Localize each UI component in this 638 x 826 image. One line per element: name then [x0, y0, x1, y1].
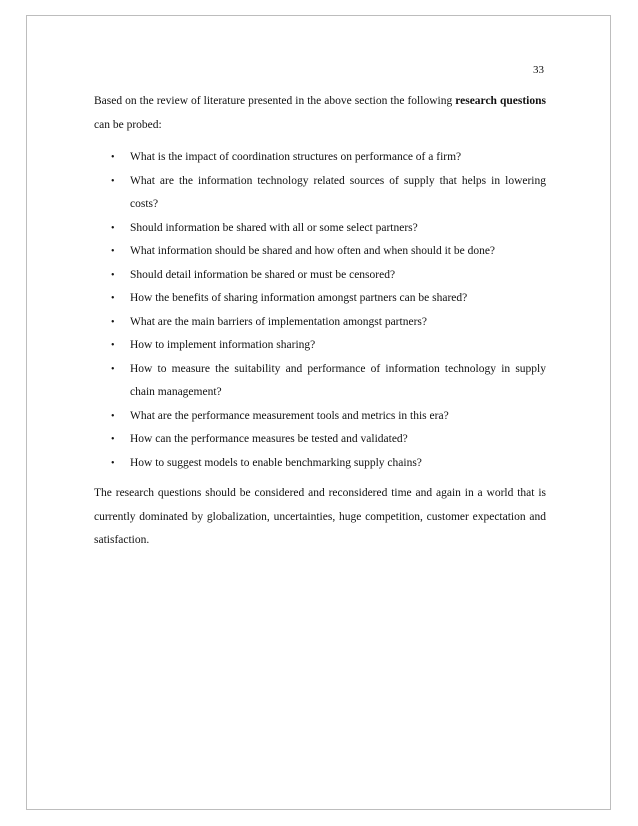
bullet-icon: • — [111, 175, 115, 187]
list-item — [111, 287, 546, 311]
page-content — [94, 90, 546, 553]
bullet-icon: • — [111, 434, 115, 445]
question-text: What information should be shared and how often and when should it be done? — [130, 245, 496, 257]
bullet-icon: • — [111, 246, 115, 257]
bullet-icon: • — [111, 152, 115, 163]
list-item — [111, 217, 546, 241]
bullet-icon: • — [111, 269, 115, 281]
intro-text-after: can be probed: — [94, 118, 162, 131]
question-text: How to measure the suitability and performance of information technology in supply chain management? — [130, 362, 546, 398]
list-item — [111, 170, 546, 217]
bullet-icon: • — [111, 293, 115, 304]
bullet-icon: • — [111, 410, 115, 422]
research-questions-list — [94, 146, 546, 475]
intro-bold-text: research questions — [455, 95, 546, 107]
bullet-icon: • — [111, 363, 115, 375]
question-text: How to suggest models to enable benchmarking supply chains? — [130, 456, 422, 469]
question-text: How the benefits of sharing information amongst partners can be shared? — [130, 292, 468, 304]
bullet-icon: • — [111, 222, 115, 234]
question-text: What are the performance measurement tools and metrics in this era? — [130, 409, 449, 422]
question-text: What is the impact of coordination structures on performance of a firm? — [130, 151, 462, 163]
list-item — [111, 405, 546, 429]
list-item — [111, 146, 546, 170]
question-text: Should detail information be shared or must be censored? — [130, 268, 396, 281]
closing-paragraph: The research questions should be considered and reconsidered time and again in a world that is currently dominated by globalization, uncertainties, huge competition, customer expectation and satisfaction. — [94, 487, 546, 546]
list-item — [111, 358, 546, 405]
intro-text-before: Based on the review of literature presented in the above section the following — [94, 95, 456, 107]
question-text: How to implement information sharing? — [130, 339, 316, 351]
list-item — [111, 428, 546, 452]
list-item — [111, 240, 546, 264]
list-item — [111, 311, 546, 335]
list-item — [111, 334, 546, 358]
bullet-icon: • — [111, 316, 115, 328]
bullet-icon: • — [111, 457, 115, 469]
list-item — [111, 452, 546, 476]
question-text: How can the performance measures be tested and validated? — [130, 433, 408, 445]
intro-paragraph — [94, 90, 546, 137]
bullet-icon: • — [111, 340, 115, 351]
question-text: Should information be shared with all or some select partners? — [130, 221, 418, 234]
question-text: What are the main barriers of implementation amongst partners? — [130, 315, 427, 328]
list-item — [111, 264, 546, 288]
page-number: 33 — [533, 64, 544, 76]
question-text: What are the information technology related sources of supply that helps in lowering costs? — [130, 174, 546, 210]
